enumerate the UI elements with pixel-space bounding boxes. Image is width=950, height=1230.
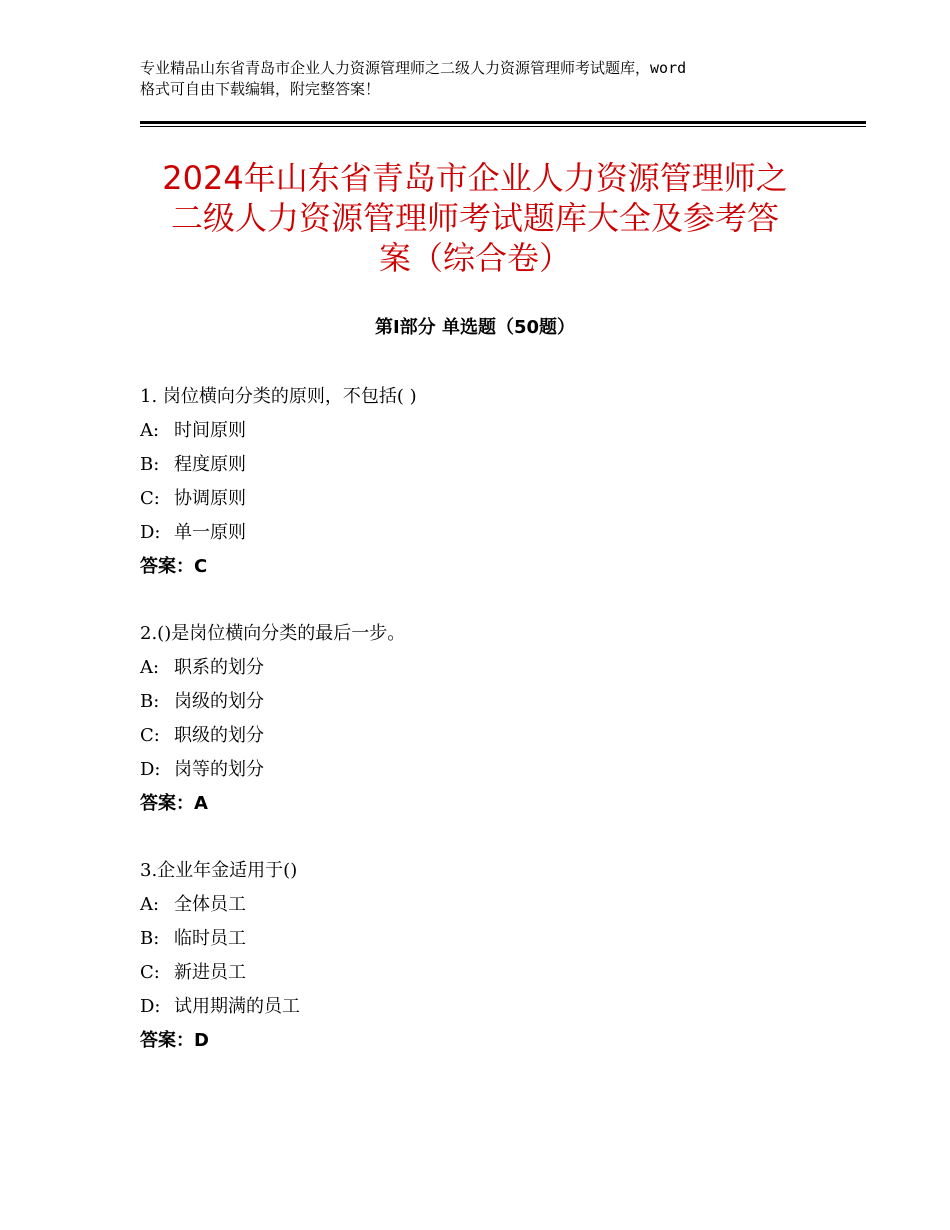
option-text: 职系的划分	[174, 657, 264, 678]
option-d	[140, 520, 840, 554]
question-1	[140, 384, 840, 588]
option-letter: B:	[140, 928, 160, 949]
option-letter: B:	[140, 691, 160, 712]
title-line-1: 2024年山东省青岛市企业人力资源管理师之	[162, 159, 788, 197]
title-line-3: 案（综合卷）	[378, 239, 571, 277]
question-3	[140, 858, 840, 1062]
option-d	[140, 994, 840, 1028]
question-stem: 2.()是岗位横向分类的最后一步。	[140, 623, 406, 644]
option-text: 试用期满的员工	[174, 996, 300, 1017]
answer-line: 答案：A	[140, 793, 208, 814]
question-list	[140, 384, 840, 1095]
option-text: 岗等的划分	[174, 759, 264, 780]
title-line-2: 二级人力资源管理师考试题库大全及参考答	[170, 199, 779, 237]
option-text: 全体员工	[174, 894, 246, 915]
header-note-line-2: 格式可自由下载编辑，附完整答案！	[140, 80, 381, 98]
option-b	[140, 689, 840, 723]
question-2	[140, 621, 840, 825]
option-d	[140, 757, 840, 791]
document-title	[110, 158, 840, 278]
option-c	[140, 960, 840, 994]
header-divider-thin	[140, 126, 866, 127]
option-letter: A:	[140, 894, 160, 915]
question-stem: 1. 岗位横向分类的原则，不包括( )	[140, 386, 417, 407]
option-text: 新进员工	[174, 962, 246, 983]
option-letter: A:	[140, 657, 160, 678]
option-b	[140, 926, 840, 960]
option-c	[140, 486, 840, 520]
option-b	[140, 452, 840, 486]
header-note	[140, 58, 840, 100]
option-text: 单一原则	[174, 522, 246, 543]
answer-line: 答案：D	[140, 1030, 209, 1051]
option-letter: D:	[140, 522, 161, 543]
option-text: 职级的划分	[174, 725, 264, 746]
header-note-line-1: 专业精品山东省青岛市企业人力资源管理师之二级人力资源管理师考试题库，word	[140, 59, 687, 77]
answer-line: 答案：C	[140, 556, 208, 577]
option-a	[140, 655, 840, 689]
header-divider-thick	[140, 121, 866, 124]
question-stem: 3.企业年金适用于()	[140, 860, 298, 881]
option-letter: D:	[140, 996, 161, 1017]
option-a	[140, 418, 840, 452]
option-text: 时间原则	[174, 420, 246, 441]
option-letter: A:	[140, 420, 160, 441]
option-letter: C:	[140, 725, 160, 746]
option-c	[140, 723, 840, 757]
option-letter: C:	[140, 488, 160, 509]
option-letter: B:	[140, 454, 160, 475]
option-letter: D:	[140, 759, 161, 780]
option-text: 程度原则	[174, 454, 246, 475]
option-text: 协调原则	[174, 488, 246, 509]
option-a	[140, 892, 840, 926]
option-text: 临时员工	[174, 928, 246, 949]
option-letter: C:	[140, 962, 160, 983]
option-text: 岗级的划分	[174, 691, 264, 712]
section-heading: 第Ⅰ部分 单选题（50题）	[374, 317, 575, 338]
